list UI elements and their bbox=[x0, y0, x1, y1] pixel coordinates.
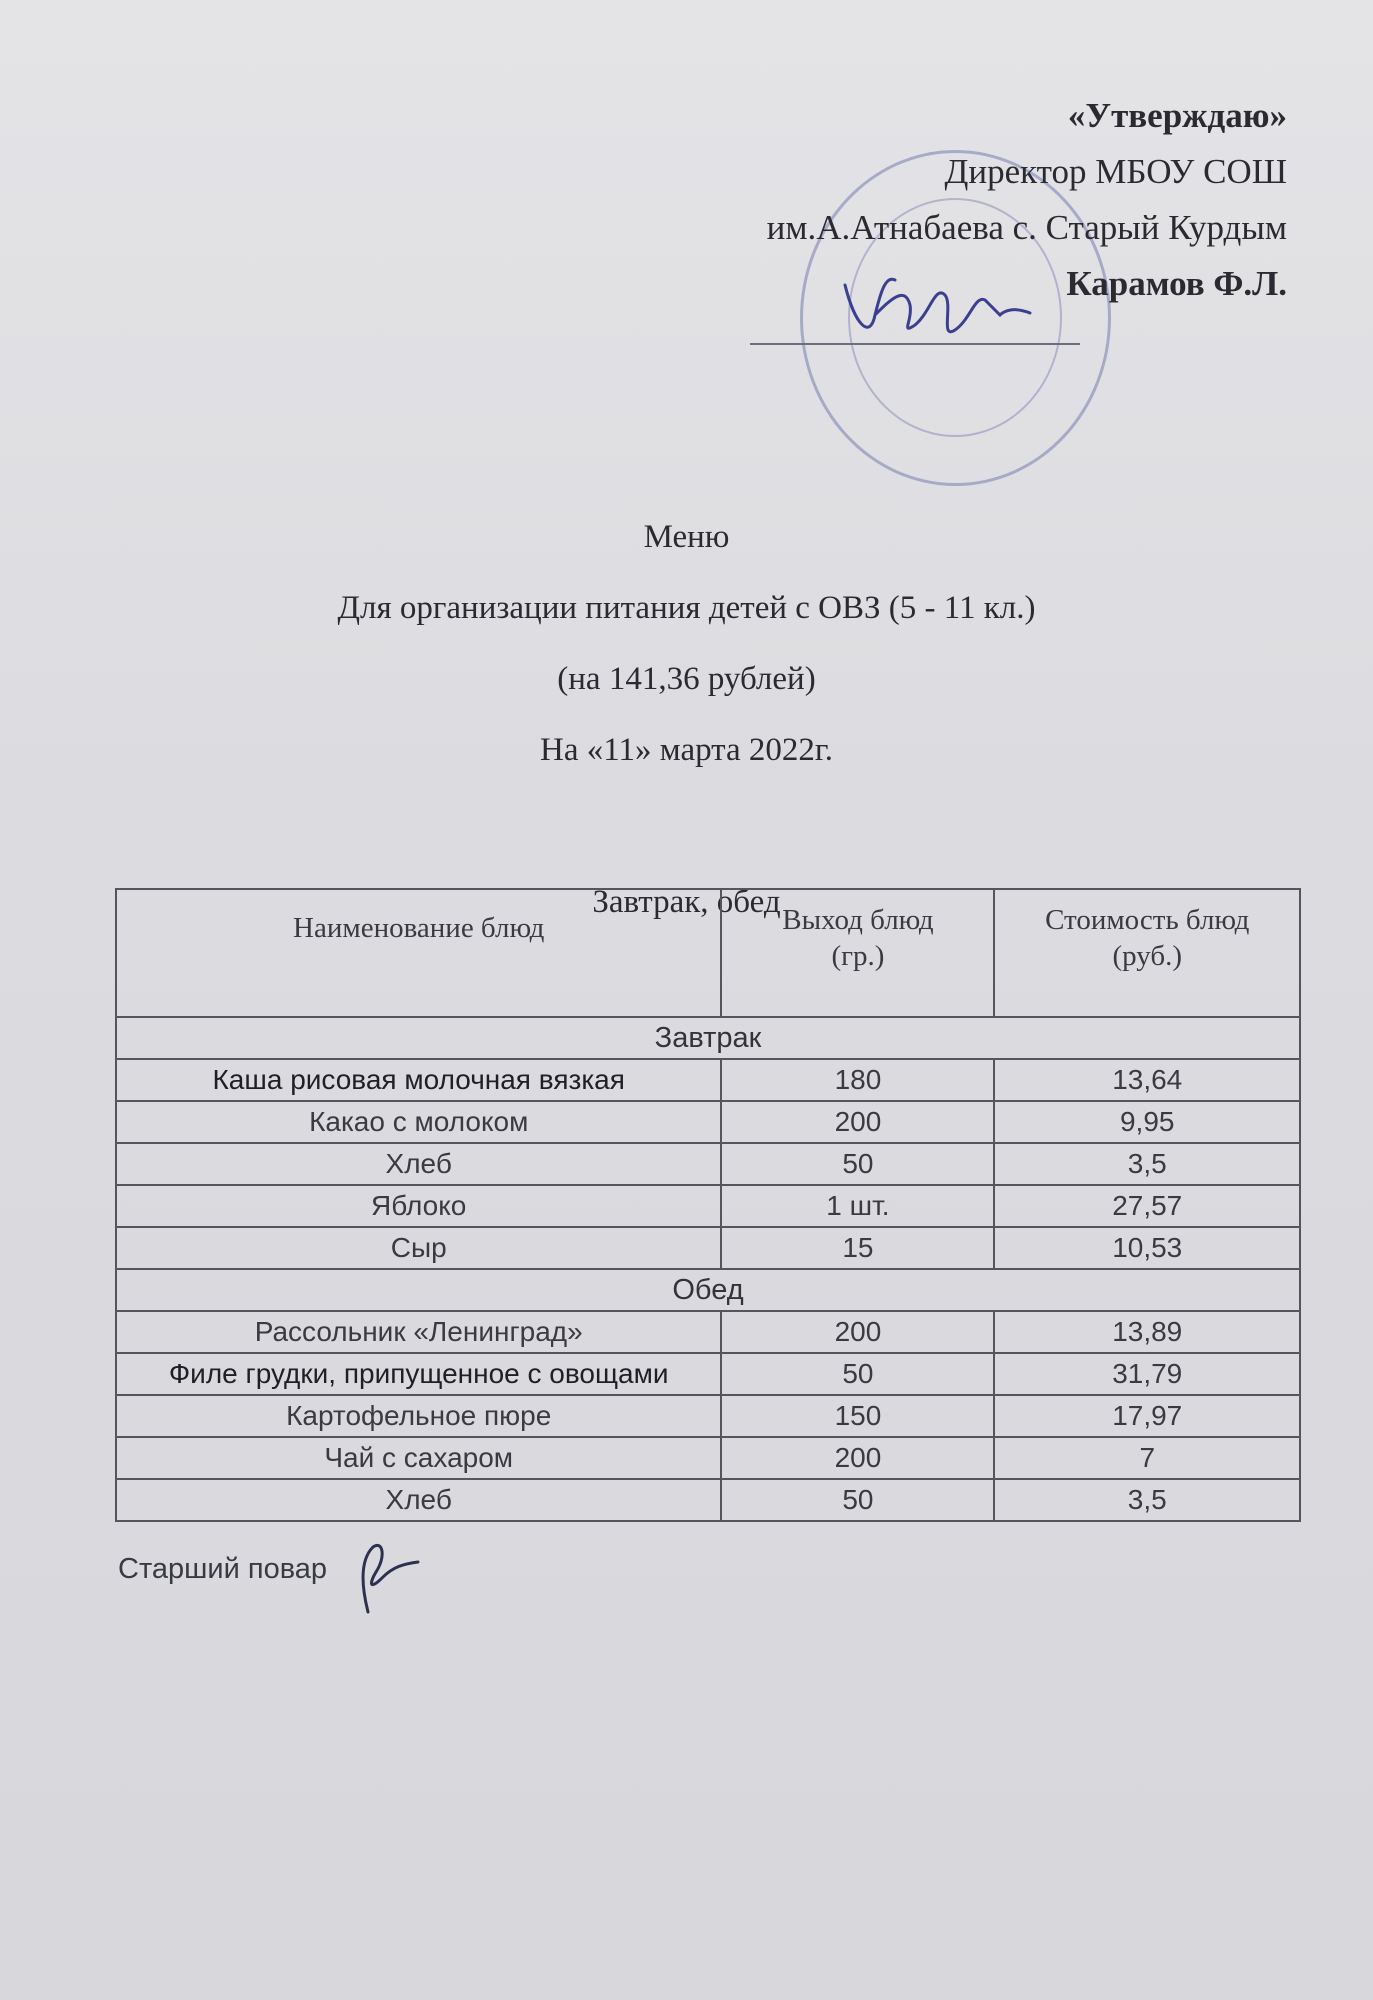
section-title-lunch: Обед bbox=[116, 1269, 1300, 1311]
dish-output: 1 шт. bbox=[721, 1185, 994, 1227]
dish-name: Сыр bbox=[116, 1227, 721, 1269]
header-dish-name: Наименование блюд bbox=[116, 889, 721, 1017]
table-row bbox=[116, 1185, 1300, 1227]
table-row bbox=[116, 1479, 1300, 1521]
menu-budget: (на 141,36 рублей) bbox=[557, 661, 816, 697]
dish-cost: 7 bbox=[994, 1437, 1300, 1479]
header-cost bbox=[994, 889, 1300, 1017]
dish-cost: 9,95 bbox=[994, 1101, 1300, 1143]
signature-line bbox=[750, 343, 1080, 345]
dish-name: Филе грудки, припущенное с овощами bbox=[116, 1353, 721, 1395]
dish-name: Яблоко bbox=[116, 1185, 721, 1227]
table-row bbox=[116, 1227, 1300, 1269]
dish-output: 200 bbox=[721, 1437, 994, 1479]
dish-output: 50 bbox=[721, 1479, 994, 1521]
dish-cost: 3,5 bbox=[994, 1479, 1300, 1521]
table-row bbox=[116, 1353, 1300, 1395]
dish-output: 15 bbox=[721, 1227, 994, 1269]
table-header-row bbox=[116, 889, 1300, 1017]
table-row bbox=[116, 1437, 1300, 1479]
dish-name: Хлеб bbox=[116, 1143, 721, 1185]
approval-heading: «Утверждаю» bbox=[1067, 96, 1287, 135]
dish-name: Рассольник «Ленинград» bbox=[116, 1311, 721, 1353]
dish-name: Картофельное пюре bbox=[116, 1395, 721, 1437]
table-row bbox=[116, 1395, 1300, 1437]
dish-output: 50 bbox=[721, 1353, 994, 1395]
dish-name: Каша рисовая молочная вязкая bbox=[116, 1059, 721, 1101]
dish-name: Чай с сахаром bbox=[116, 1437, 721, 1479]
dish-output: 200 bbox=[721, 1311, 994, 1353]
menu-purpose: Для организации питания детей с ОВЗ (5 - 11 кл.) bbox=[337, 590, 1036, 626]
section-title-breakfast: Завтрак bbox=[116, 1017, 1300, 1059]
dish-cost: 13,64 bbox=[994, 1059, 1300, 1101]
dish-cost: 10,53 bbox=[994, 1227, 1300, 1269]
menu-title: Меню bbox=[643, 519, 730, 555]
dish-output: 180 bbox=[721, 1059, 994, 1101]
section-row-breakfast bbox=[116, 1017, 1300, 1059]
header-output-line2: (гр.) bbox=[831, 940, 885, 972]
chef-signature bbox=[338, 1532, 428, 1622]
chef-label: Старший повар bbox=[118, 1553, 328, 1585]
dish-cost: 3,5 bbox=[994, 1143, 1300, 1185]
dish-output: 50 bbox=[721, 1143, 994, 1185]
approval-director-name: Карамов Ф.Л. bbox=[1066, 264, 1287, 303]
dish-cost: 31,79 bbox=[994, 1353, 1300, 1395]
dish-output: 200 bbox=[721, 1101, 994, 1143]
table-row bbox=[116, 1059, 1300, 1101]
header-output bbox=[721, 889, 994, 1017]
menu-meals-heading: Завтрак, обед bbox=[592, 884, 781, 920]
table-row bbox=[116, 1143, 1300, 1185]
menu-table bbox=[115, 888, 1301, 1522]
menu-date: На «11» марта 2022г. bbox=[540, 732, 833, 768]
header-cost-line2: (руб.) bbox=[1112, 940, 1182, 972]
dish-cost: 17,97 bbox=[994, 1395, 1300, 1437]
approval-school: им.А.Атнабаева с. Старый Курдым bbox=[766, 208, 1287, 247]
header-cost-line1: Стоимость блюд bbox=[1045, 904, 1250, 936]
dish-name: Хлеб bbox=[116, 1479, 721, 1521]
approval-position: Директор МБОУ СОШ bbox=[944, 152, 1287, 191]
dish-cost: 27,57 bbox=[994, 1185, 1300, 1227]
section-row-lunch bbox=[116, 1269, 1300, 1311]
dish-output: 150 bbox=[721, 1395, 994, 1437]
dish-cost: 13,89 bbox=[994, 1311, 1300, 1353]
header-output-line1: Выход блюд bbox=[782, 904, 934, 936]
document-titles bbox=[0, 502, 1373, 938]
approval-block bbox=[767, 88, 1287, 312]
table-row bbox=[116, 1311, 1300, 1353]
dish-name: Какао с молоком bbox=[116, 1101, 721, 1143]
table-row bbox=[116, 1101, 1300, 1143]
